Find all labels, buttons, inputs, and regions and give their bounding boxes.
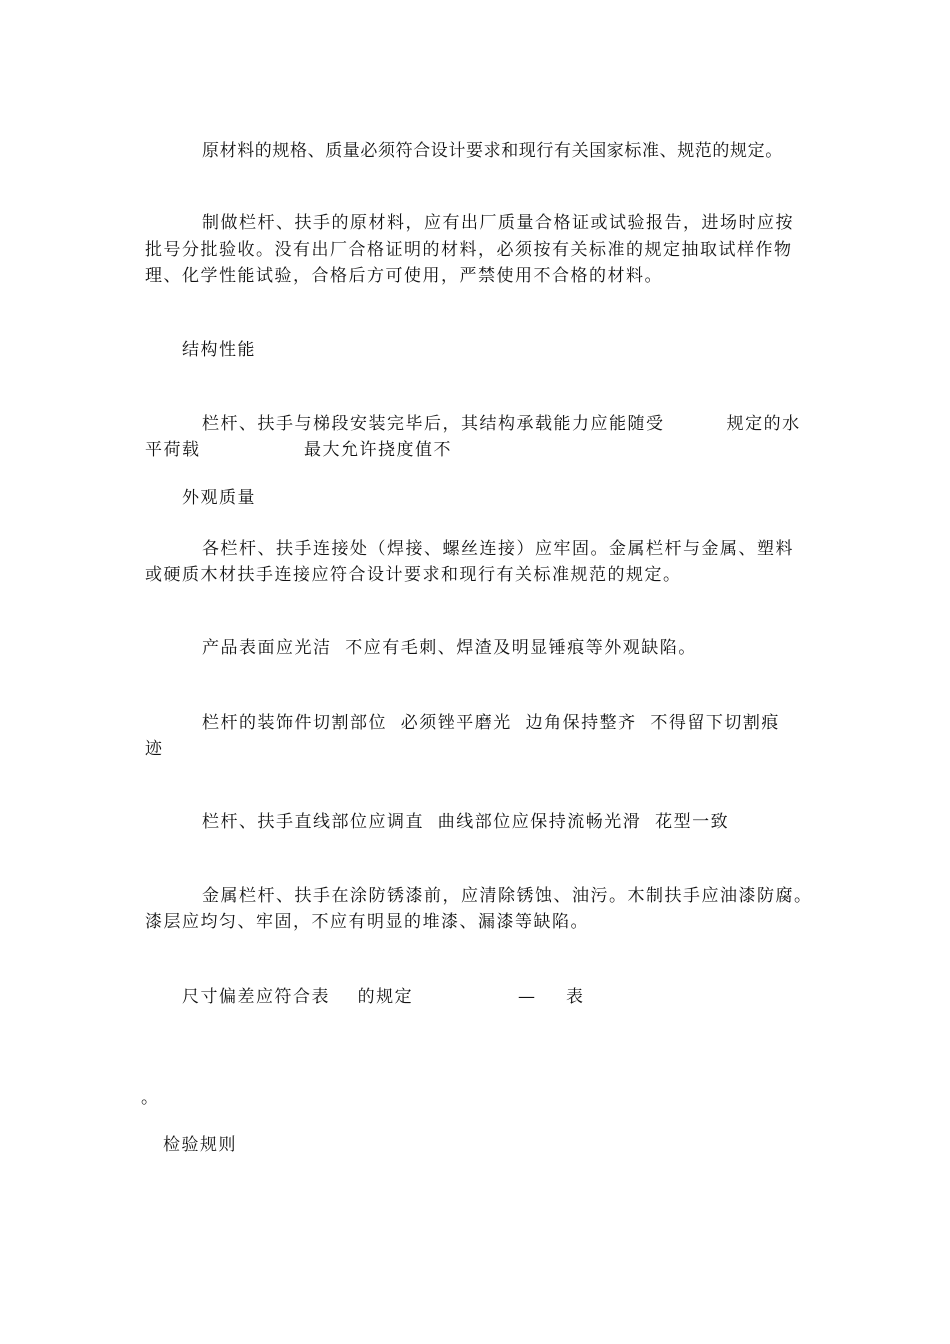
joints-line-1: 各栏杆、扶手连接处（焊接、螺丝连接）应牢固。金属栏杆与金属、塑料 (202, 539, 794, 559)
material-certs-line-1: 制做栏杆、扶手的原材料，应有出厂质量合格证或试验报告，进场时应按 (202, 213, 794, 233)
coating-line-2: 漆层应均匀、牢固，不应有明显的堆漆、漏漆等缺陷。 (145, 912, 589, 932)
appearance-heading: 外观质量 (182, 488, 256, 508)
trim-line-2: 迹 (145, 739, 164, 759)
inspection-heading: 检验规则 (163, 1135, 237, 1155)
structural-heading: 结构性能 (182, 340, 256, 360)
tolerance-text: 尺寸偏差应符合表 的规定 (182, 987, 414, 1007)
surface-paragraph: 产品表面应光洁 不应有毛刺、焊渣及明显锤痕等外观缺陷。 (202, 638, 697, 658)
stray-period: 。 (141, 1088, 160, 1108)
structural-line-1: 栏杆、扶手与梯段安装完毕后，其结构承载能力应能随受 规定的水 (202, 414, 801, 434)
alignment-paragraph: 栏杆、扶手直线部位应调直 曲线部位应保持流畅光滑 花型一致 (202, 812, 730, 832)
tolerance-dash: — (518, 987, 537, 1007)
material-certs-line-2: 批号分批验收。没有出厂合格证明的材料，必须按有关标准的规定抽取试样作物 (145, 240, 793, 260)
joints-line-2: 或硬质木材扶手连接应符合设计要求和现行有关标准规范的规定。 (145, 565, 682, 585)
tolerance-table-label: 表 (566, 987, 585, 1007)
material-certs-line-3: 理、化学性能试验，合格后方可使用，严禁使用不合格的材料。 (145, 266, 663, 286)
structural-line-2: 平荷载 最大允许挠度值不 (145, 440, 453, 460)
trim-line-1: 栏杆的装饰件切割部位 必须锉平磨光 边角保持整齐 不得留下切割痕 (202, 713, 780, 733)
raw-materials-paragraph: 原材料的规格、质量必须符合设计要求和现行有关国家标准、规范的规定。 (202, 141, 783, 161)
coating-line-1: 金属栏杆、扶手在涂防锈漆前，应清除锈蚀、油污。木制扶手应油漆防腐。 (202, 886, 813, 906)
